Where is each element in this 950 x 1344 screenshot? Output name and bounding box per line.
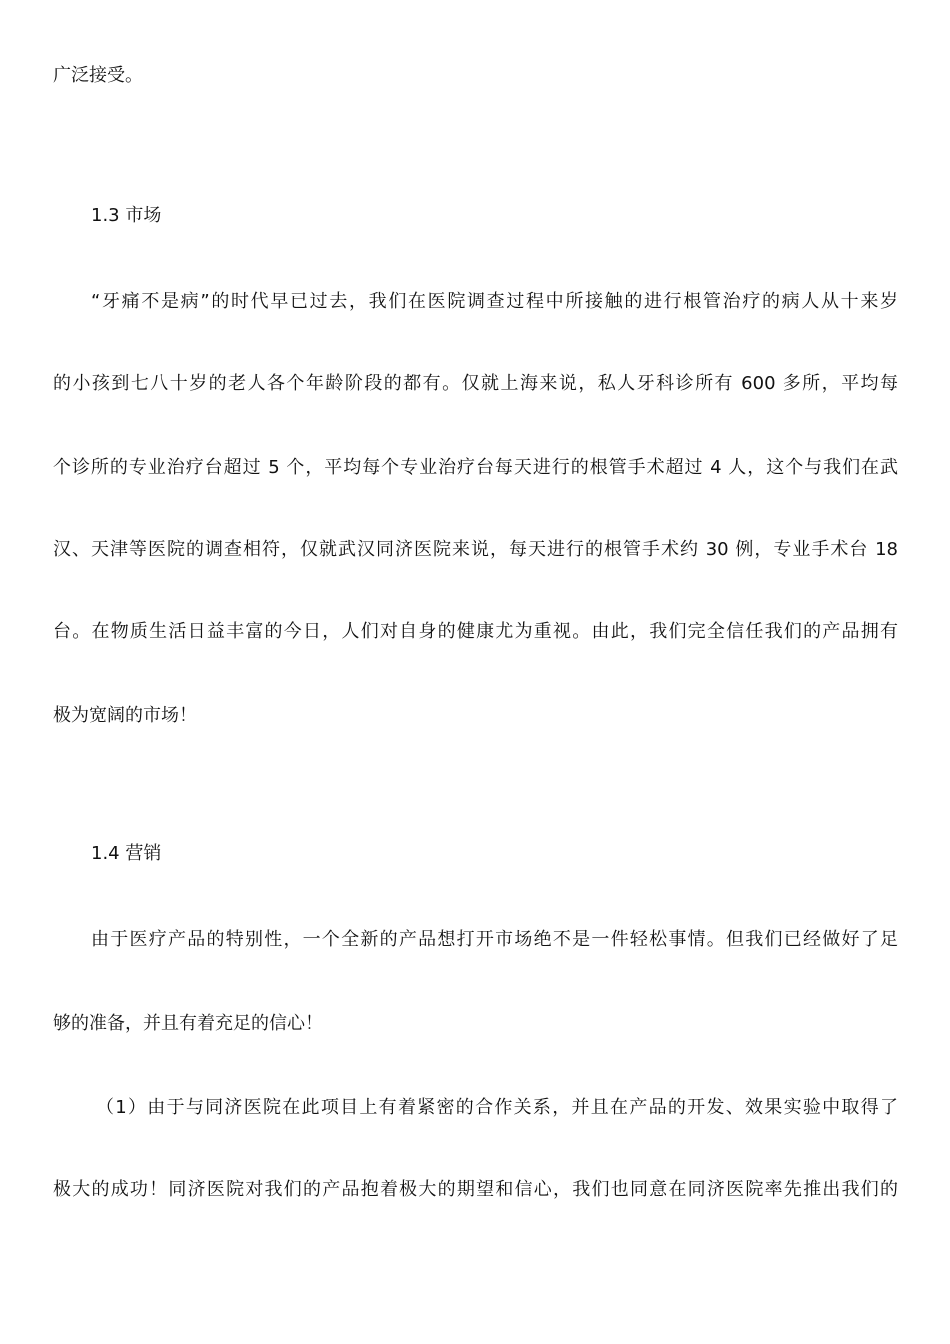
marketing-paragraph-line: 由于医疗产品的特别性，一个全新的产品想打开市场绝不是一件轻松事情。但我们已经做好了足 <box>91 929 898 950</box>
market-paragraph-line: 汉、天津等医院的调查相符，仅就武汉同济医院来说，每天进行的根管手术约 30 例，专业手术台 18 <box>53 539 898 560</box>
market-paragraph-line: 的小孩到七八十岁的老人各个年龄阶段的都有。仅就上海来说，私人牙科诊所有 600 多所，平均每 <box>53 373 898 394</box>
market-paragraph-line: 个诊所的专业治疗台超过 5 个，平均每个专业治疗台每天进行的根管手术超过 4 人，这个与我们在武 <box>53 457 898 478</box>
marketing-point-line: 极大的成功！同济医院对我们的产品抱着极大的期望和信心，我们也同意在同济医院率先推出我们的 <box>53 1179 898 1200</box>
market-paragraph-line: “牙痛不是病”的时代早已过去，我们在医院调查过程中所接触的进行根管治疗的病人从十来岁 <box>91 291 898 312</box>
market-paragraph-line: 台。在物质生活日益丰富的今日，人们对自身的健康尤为重视。由此，我们完全信任我们的产品拥有 <box>53 621 898 642</box>
market-paragraph-line: 极为宽阔的市场！ <box>53 705 197 726</box>
paragraph-line-end: 广泛接受。 <box>53 65 143 86</box>
section-heading-market: 1.3 市场 <box>91 205 162 226</box>
marketing-paragraph-line: 够的准备，并且有着充足的信心！ <box>53 1013 323 1034</box>
marketing-point-line: （1）由于与同济医院在此项目上有着紧密的合作关系，并且在产品的开发、效果实验中取得了 <box>96 1097 898 1118</box>
section-heading-marketing: 1.4 营销 <box>91 843 162 864</box>
